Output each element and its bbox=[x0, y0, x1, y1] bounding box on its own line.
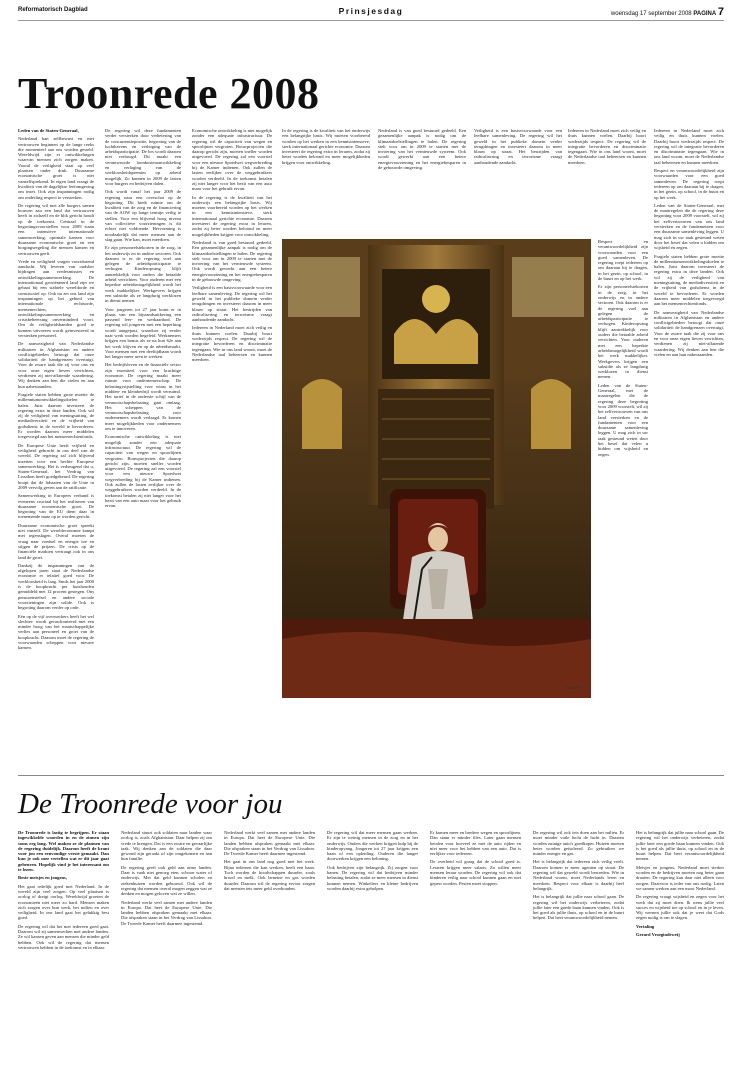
box-paragraph: Nederland werkt veel samen met andere landen in Europa. Dat heet de Europese Unie. Die landen hebben afspraken gemaakt met elkaar. Die afspraken staan in het Verdrag van Lissabon. De Tweede Kamer heeft daarmee ingestemd. bbox=[224, 830, 315, 857]
box-paragraph: Het gaat in ons land nog goed met het werk. Bijna iedereen die kan werken, heeft een baan. Toch worden de boodschappen duurder, zoals brood en melk. Ook benzine en gas worden duurder. Daarom wil de regering ervoor zorgen dat mensen iets meer geld overhouden. bbox=[224, 859, 315, 891]
article-paragraph: Nederland kan zelfbewust en met vertrouwen beginnen op de lange reeks die momenteel aan ons worden gesteld. Wereldwijd zijn er ontwikkelingen waarvan mensen zich zorgen maken. Vooral de veiligheid staat op veel plaatsen onder druk. Duurzame economische groei is niet vanzelfsprekend. In eigen land vraagt de kwaliteit van de dagelijkse leefomgeving om inzet. Ook zijn inspanningen nodig om onderling respect te versterken. bbox=[18, 136, 94, 200]
article-paragraph: De Europese Unie heeft vrijheid en veiligheid gebracht in ons deel van de wereld. De regering zal zich blijvend inzetten voor een hechte Europese samenwerking. Het is verheugend dat u, Staten-Generaal, het Verdrag van Lissabon heeft goedgekeurd. De regering hoopt dat de lidstaten van de Unie in 2009 vervolg geven aan de ratificatie. bbox=[18, 442, 94, 490]
article-paragraph: De aanwezigheid van Nederlandse militairen in Afghanistan en andere conflictgebieden betoogt dat onze solidariteit de handgrenzen overtuigt. Voor de zware taak die zij voor ons en voor onze eigen lieven verrichten, verdienen zij niet-aflatende waardering. Wij denken aan hen die vielen en aan hun nabestaanden. bbox=[654, 309, 724, 357]
page-label: PAGINA bbox=[693, 11, 717, 17]
article-paragraph: Dankzij de inspanningen van de afgelopen jaren staat de Nederlandse economie er relatief goed voor. De werkloosheid is laag. Sinds het jaar 2000 is de koopkracht per huishouden gemiddeld met 12 procent gestegen. Ons pensioenstelsel en andere sociale voorzieningen zijn solide. Ook is begroting daarom verder op orde. bbox=[18, 562, 94, 611]
box-signature: Gerard Vroegindeweij bbox=[636, 932, 680, 938]
box-paragraph: De regering wil dat het met iedereen goed gaat. Daarom wil zij samenwerken met andere landen. Ze wil kansen geven aan mensen die minder geld hebben. Ook wil de regering dat mensen vertrouwen hebben in de toekomst en in elkaar. bbox=[18, 923, 109, 950]
article-paragraph: Iedereen in Nederland moet zich veilig en thuis kunnen voelen. Daarbij hoort wederzijds respect. De regering wil de integratie bevorderen en discriminatie tegengaan. Wie in ons land woont, moet de Nederlandse taal beheersen en kunnen meedoen. bbox=[192, 325, 272, 363]
issue-date: woensdag 17 september 2008 bbox=[610, 11, 692, 17]
article-paragraph: In de regering is de kwaliteit van het onderwijs een belangrijke basis. Wij moeten voorbereid worden op het werken in een kennisintensieve, sterk internationaal gerichte economie. Daarom investeert de regering extra in leraren, zodat zij beter worden beloond en meer mogelijkheden krijgen voor ontwikkeling. bbox=[192, 194, 272, 237]
headline: Troonrede 2008 bbox=[18, 69, 320, 118]
photo-illustration bbox=[282, 239, 591, 698]
box-paragraph: Meisjes en jongens, Nederland moet sterker worden en de bedrijven moeten nog beter gaan draaien. De regering kan daar niet alleen voor zorgen. Daarvoor is ieder van ons nodig. Laten we samen werken aan een mooi Nederland. bbox=[636, 864, 724, 891]
article-column-5 bbox=[378, 128, 466, 232]
box-column-3 bbox=[224, 830, 315, 1050]
article-column-1 bbox=[18, 128, 94, 768]
article-column-4 bbox=[282, 128, 370, 232]
article-paragraph: Iedereen in Nederland moet zich veilig en thuis kunnen voelen. Daarbij hoort wederzijds respect. De regering wil de integratie bevorderen en discriminatie tegengaan. Wie in ons land woont, moet de Nederlandse taal beheersen en kunnen meedoen. bbox=[654, 128, 724, 165]
article-paragraph: Eén op de vijf overwerkers heeft het wel slechter: wordt geconfronteerd met een minder hoog van het maatschappelijke verlies aan personeel en groei van de koopkracht. Daarom moet de regering de voorwaarden scheppen voor nieuwe kansen. bbox=[18, 613, 94, 651]
box-paragraph: Ook bedrijven zijn belangrijk. Zij zorgen voor banen. De regering wil dat bedrijven minder belasting betalen, zodat ze meer mensen in dienst kunnen nemen. Winkeliers en kleine bedrijven worden daarbij extra geholpen. bbox=[327, 864, 418, 891]
article-column-7 bbox=[568, 128, 646, 232]
article-paragraph: Er zijn personeelstekorten in de zorg, in het onderwijs en in andere sectoren. Ook daarom is er de regering voel aan gelegen de arbeidsparticipatie te verhogen. Kinderopvang blijft aantrekkelijk voor ouders die betaalde arbeid verrichten. Voor ouderen met een beperkte arbeidsmogelijkheid wordt het werk makkelijker. Werkgevers krijgen een subsidie als ze langdurig werklozen in dienst nemen. bbox=[105, 245, 181, 304]
box-heading: De Troonrede voor jou bbox=[18, 788, 283, 820]
date-and-page bbox=[611, 6, 724, 18]
article-paragraph: Het bedrijfsleven en de financiële sector zijn essentieel voor een krachtige economie. De regering maakt meer ruimte voor ondernemerschap. De belastingvrijstelling voor winst in het midden- en kleinbedrijf wordt verruimd. Het tarief in de onderste schijf van de vennootschapsbelasting gaat omlaag. Het scheppen van de vennootschapsbelasting voor ondernemers wordt verlaagd. Er komen meer mogelijkheden voor ondernemers om te innoveren. bbox=[105, 362, 181, 432]
box-column-7 bbox=[636, 830, 724, 1050]
box-paragraph: Er komen meer en bredere wegen en spoorlijnen. Dan staan er minder files. Later gaan mensen betalen voor hoeveel ze met de auto rijden en niet meer voor het hebben van een auto. Dat is eerlijker voor iedereen. bbox=[430, 830, 521, 857]
box-paragraph: Het gaat redelijk goed met Nederland. In de wereld zijn veel zorgen. Op veel plaatsen is oorlog of dreigt oorlog. Wereldwijd groeien de economieën niet meer zo hard. Mensen maken zich zorgen over hun werk, het milieu en over veiligheid. In ons land gaat het gelukkig best goed. bbox=[18, 883, 109, 921]
article-paragraph: Vrede en veiligheid vragen voortdurend aandacht. Wij leveren van oudsher bijdragen aan vredesmissies en ontwikkelingssamenwerking. De internationaal georiënteerd land zijn we gebaat bij een stabiele wereldorde en constructief op. Ook nu zet ons land zijn inspanningen op het gebied van internationale rechtsorde, mensenrechten, ontwikkelingssamenwerking en crisisbeheersing onverminderd voort. Om de veiligheidsbanden goed te kunnen uitvoeren wordt geïnvesteerd in versterken personeel. bbox=[18, 258, 94, 338]
box-paragraph: Nederland werkt veel samen met andere landen in Europa. Dat heet de Europese Unie. Die landen hebben afspraken gemaakt met elkaar. Die afspraken staan in het Verdrag van Lissabon. De Tweede Kamer heeft daarmee ingestemd. bbox=[121, 899, 212, 926]
box-column-1 bbox=[18, 830, 109, 1050]
box-column-6 bbox=[533, 830, 624, 1050]
box-column-5 bbox=[430, 830, 521, 1050]
article-paragraph: Fragiele staten hebben grote moeite de millenniumontwikkelingsdoelen te halen. Juist daarom investeert de regering extra in deze landen. Ook wil zij de veiligheid van meningsuiting, de mediadiversiteit en de vrijheid van godsdienst in de wereld te bevorderen. Er worden daarom meer middelen toegevoegd aan het mensenrechtenfonds. bbox=[654, 253, 724, 307]
box-column-4 bbox=[327, 830, 418, 1050]
article-paragraph: Veiligheid is een basisvoorwaarde voor een leefbare samenleving. De regering wil het geweld in het publieke domein verder terugdringen en investeert daarom in meer blauw op straat. Het bestrijden van radicalisering en terrorisme vraagt aanhoudende aandacht. bbox=[474, 128, 562, 165]
article-column-6 bbox=[474, 128, 562, 232]
section-divider bbox=[18, 775, 724, 776]
throne-speech-photo bbox=[282, 239, 591, 698]
article-paragraph: Respect en verantwoordelijkheid zijn voorwaarden voor een goed samenleven. De regering roept iedereen op om daaraan bij te dragen, in het gezin, op school, in de buurt en op het werk. bbox=[654, 168, 724, 200]
article-column-3 bbox=[192, 128, 272, 768]
article-paragraph: Respect en verantwoordelijkheid zijn voorwaarden voor een goed samenleven. De regering roept iedereen op om daaraan bij te dragen, in het gezin, op school, in de buurt en op het werk. bbox=[598, 239, 648, 282]
box-paragraph: De overheid wil graag dat de school goed is. Leraren krijgen meer salaris. Zo willen meer mensen leraar worden. De regering wil ook dat kinderen veilig naar school kunnen gaan en niet gepest worden. Pesten moet stoppen. bbox=[430, 859, 521, 886]
box-salutation: Beste meisjes en jongens, bbox=[18, 875, 67, 881]
masthead bbox=[18, 6, 724, 21]
article-paragraph: De aanwezigheid van Nederlandse militairen in Afghanistan en andere conflictgebieden betoogt dat onze solidariteit de handgrenzen overtuigt. Voor de zware taak die zij voor ons en voor onze eigen lieven verrichten, verdienen zij niet-aflatende waardering. Wij denken aan hen die vielen en aan hun nabestaanden. bbox=[18, 341, 94, 389]
box-paragraph: De regering geeft ook geld aan arme landen. Daar is vaak niet genoeg eten, schoon water of onderwijs. Met dat geld kunnen scholen en ziekenhuizen worden gebouwd. Ook wil de regering dat mensen overal mogen zeggen wat ze denken en mogen geloven wat ze willen. bbox=[121, 864, 212, 897]
article-column-8 bbox=[654, 128, 724, 768]
article-paragraph: Leden van de Staten-Generaal, met de maatregelen die de regering deze begroting voor 2009 voorstelt, wil zij het zelfvertrouwen van ons land versterken en de fundamenten voor een duurzame samenleving leggen. U mag zich in uw taak gesteund weten door het besef dat velen u bidden om wijsheid en zegen. bbox=[598, 382, 648, 457]
article-paragraph: Iedereen in Nederland moet zich veilig en thuis kunnen voelen. Daarbij hoort wederzijds respect. De regering wil de integratie bevorderen en discriminatie tegengaan. Wie in ons land woont, moet de Nederlandse taal beheersen en kunnen meedoen. bbox=[568, 128, 646, 165]
article-paragraph: Samenwerking in Europees verband is eveneens cruciaal bij het realiseren van duurzame economische groei. De begroting van de EU dient daar in toenemende mate op te worden gericht. bbox=[18, 493, 94, 520]
article-paragraph: Leden van de Staten-Generaal, met de maatregelen die de regering deze begroting voor 2009 voorstelt, wil zij het zelfvertrouwen van ons land versterken en de fundamenten voor een duurzame samenleving leggen. U mag zich in uw taak gesteund weten door het besef dat velen u bidden om wijsheid en zegen. bbox=[654, 202, 724, 251]
article-paragraph: Ook wordt vanaf het jaar 2009 de regering naar een overschot op de begroting. Dit biedt ruimte om de kwaliteit van de zorg en de financiering van de AOW op lange termijn veilig te stellen. Voor een blijvend hoog niveau van collectieve voorzieningen is dit echter niet voldoende. Hervorming is noodzakelijk dat meer mensen aan de slag gaan. Wie kan, moet meedoen. bbox=[105, 189, 181, 242]
page-number: 7 bbox=[717, 6, 724, 18]
box-paragraph: De regering wil ook iets doen aan het milieu. Er moet minder vuile lucht de lucht in. Daarom worden zuinige auto's goedkoper. Huizen moeten beter worden geïsoleerd. Zo gebruiken we minder energie en gas. bbox=[533, 830, 624, 857]
article-paragraph: In de regering is de kwaliteit van het onderwijs een belangrijke basis. Wij moeten voorbereid worden op het werken in een kennisintensieve, sterk internationaal gerichte economie. Daarom investeert de regering extra in leraren, zodat zij beter worden beloond en meer mogelijkheden krijgen voor ontwikkeling. bbox=[282, 128, 370, 165]
section-name: Prinsjesdag bbox=[338, 6, 404, 16]
article-paragraph: Veiligheid is een basisvoorwaarde voor een leefbare samenleving. De regering wil het geweld in het publieke domein verder terugdringen en investeert daarom in meer blauw op straat. Het bestrijden van radicalisering en terrorisme vraagt aanhoudende aandacht. bbox=[192, 285, 272, 323]
article-salutation: Leden van de Staten-Generaal, bbox=[18, 128, 79, 133]
article-paragraph: Voor jongeren tot 27 jaar komt er in plaats van een bijstandsuitkering een passend leer- en werkaanbod. De regering wil jongeren met een beperking wordt aangepast, waardoor zij eerder naar werk worden begeleid. Werknemers krijgen een bonus als ze na hun 62e aan het werk blijven en op de arbeidsmarkt. Voor mensen met een deeltijdbaan wordt het langer meer uren te werken. bbox=[105, 306, 181, 360]
box-column-2 bbox=[121, 830, 212, 1050]
article-column-2 bbox=[105, 128, 181, 768]
newspaper-name: Reformatorisch Dagblad bbox=[18, 7, 88, 13]
box-paragraph: De regering vraagt wijsheid en zegen voor het werk dat zij moet doen. Ik wens jullie veel succes en wijsheid toe op school en in je leven. Wij wensen jullie ook dat je weet dat Gods zegen nodig is om te slagen. bbox=[636, 894, 724, 921]
article-paragraph: De regering wil deze fundamenten verder versterken door verbetering van de concurrentiepositie, begroting van de luchthavens en verhoging van de arbeidsparticipatie. De brs wordt daarom niet verhoogd. Dit maakt een verantwoorde loonkostenontwikkeling en verlaging van de werkloosheidspremies op arbeid mogelijk. Zo kunnen in 2009 de lasten voor burgers en bedrijven dalen. bbox=[105, 128, 181, 186]
article-paragraph: Nederland is van goed bestuurd gedeeld. Een gezamenlijke aanpak is nodig om de klimaatdoelstellingen te halen. De regering stelt voor om in 2009 te starten met de invoering van het vernieuwde systeem. Ook wordt gewerkt aan een betere energievoorziening en het energiebesparen in de gebouwde omgeving. bbox=[192, 239, 272, 283]
article-paragraph: Nederland is van goed bestuurd gedeeld. Een gezamenlijke aanpak is nodig om de klimaatdoelstellingen te halen. De regering stelt voor om in 2009 te starten met de invoering van het vernieuwde systeem. Ook wordt gewerkt aan een betere energievoorziening en het energiebesparen in de gebouwde omgeving. bbox=[378, 128, 466, 171]
box-paragraph: Het is belangrijk dat iedereen zich veilig voelt. Daarom komen er meer agenten op straat. De regering wil dat geweld wordt bestreden. Wie in Nederland woont, moet Nederlands leren en meedoen. Respect voor elkaar is daarbij heel belangrijk. bbox=[533, 859, 624, 891]
box-paragraph: Nederland stuurt ook soldaten naar landen waar oorlog is, zoals Afghanistan. Daar helpen zij om vrede te brengen. Dat is een zware en gevaarlijke taak. Wij denken aan de soldaten die daar gewond zijn geraakt of zijn omgekomen en aan hun familie. bbox=[121, 830, 212, 862]
box-paragraph: Het is belangrijk dat jullie naar school gaan. De regering wil het onderwijs verbeteren, zodat jullie later een goede baan kunnen vinden. Ook is het goed als jullie thuis, op school en in de buurt helpen. Dat heet verantwoordelijkheid nemen. bbox=[636, 830, 724, 862]
box-paragraph: Het is belangrijk dat jullie naar school gaan. De regering wil het onderwijs verbeteren, zodat jullie later een goede baan kunnen vinden. Ook is het goed als jullie thuis, op school en in de buurt helpen. Dat heet verantwoordelijkheid nemen. bbox=[533, 894, 624, 921]
article-paragraph: Economische ontwikkeling is niet mogelijk zonder een adequate infrastructuur. De regering wil de capaciteit van wegen en spoorlijnen vergroten. Bouwprojecten die daarop gericht zijn, moeten sneller worden uitgevoerd. De regering zal een voorstel voor een nieuwe Spoedwet wegverbreding bij de Kamer indienen. Ook zullen de lasten eerlijker over de weggebruikers worden verdeeld. In de toekomst betalen zij niet langer voor het bezit van een auto maar voor het gebruik ervan. bbox=[192, 128, 272, 192]
article-paragraph: Economische ontwikkeling is niet mogelijk zonder een adequate infrastructuur. De regering wil de capaciteit van wegen en spoorlijnen vergroten. Bouwprojecten die daarop gericht zijn, moeten sneller worden uitgevoerd. De regering zal een voorstel voor een nieuwe Spoedwet wegverbreding bij de Kamer indienen. Ook zullen de lasten eerlijker over de weggebruikers worden verdeeld. In de toekomst betalen zij niet langer voor het bezit van een auto maar voor het gebruik ervan. bbox=[105, 434, 181, 509]
box-paragraph: De regering wil dat meer mensen gaan werken. Er zijn te weinig mensen in de zorg en in het onderwijs. Ouders die werken krijgen hulp bij de kinderopvang. Jongeren tot 27 jaar krijgen een baan of een opleiding. Ouderen die langer doorwerken krijgen een beloning. bbox=[327, 830, 418, 862]
article-paragraph: Er zijn personeelstekorten in de zorg, in het onderwijs en in andere sectoren. Ook daarom is er de regering voel aan gelegen de arbeidsparticipatie te verhogen. Kinderopvang blijft aantrekkelijk voor ouders die betaalde arbeid verrichten. Voor ouderen met een beperkte arbeidsmogelijkheid wordt het werk makkelijker. Werkgevers krijgen een subsidie als ze langdurig werklozen in dienst nemen. bbox=[598, 284, 648, 380]
article-column-9 bbox=[598, 239, 648, 699]
article-paragraph: Duurzame economische groei spreekt niet vanzelf. De wereldeconomie kampt met tegenslagen. Overal moeten de vraag naar voedsel en energie toe en stijgen de prijzen. De crisis op de financiële markten vertraagt ook in ons land de groei. bbox=[18, 522, 94, 560]
article-paragraph: Fragiele staten hebben grote moeite de millenniumontwikkelingsdoelen te halen. Juist daarom investeert de regering extra in deze landen. Ook wil zij de veiligheid van meningsuiting, de mediadiversiteit en de vrijheid van godsdienst in de wereld te bevorderen. Er worden daarom meer middelen toegevoegd aan het mensenrechtenfonds. bbox=[18, 391, 94, 440]
photo-credit: Foto ANP bbox=[566, 686, 581, 690]
box-closing: Vertaling bbox=[636, 923, 655, 929]
box-intro: De Troonrede is lastig te begrijpen. Er staan ingewikkelde woorden in en de zinnen zijn soms erg lang. Wel maken ze de plannen van de regering duidelijk. Daarom heeft de krant voor jou een eenvoudige versie gemaakt. Dan kun je ook mee vertellen wat er dit jaar gaat gebeuren. Hopelijk vind je het interessant om te lezen. bbox=[18, 830, 109, 873]
article-paragraph: De regering wil met alle burgers samen bouwen aan een land dat vertrouwen heeft in zichzelf en de blik gericht houdt op de toekomst. Centraal in de begrotingsvoorstellen voor 2009 staan een intensieve internationale samenwerking, optimale kansen voor duurzame economische groei en een borgingsregeling die mensen kansen en vertrouwen geeft. bbox=[18, 202, 94, 256]
